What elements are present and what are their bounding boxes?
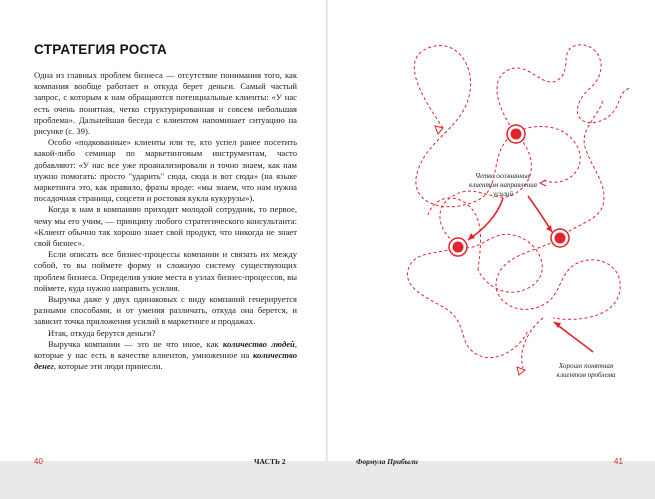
page-number: 41 xyxy=(614,457,623,466)
solid-arrow xyxy=(468,198,503,240)
page-number: 40 xyxy=(34,457,43,466)
paragraph: Если описать все бизнес-процессы компании и связать их между собой, то вы поймете форму и сложную систему существующих проблем бизнеса. Определив узкие места в узлах бизнес-процессов, вы поймете, куда нужно направить усилия. xyxy=(34,249,297,293)
target-node xyxy=(551,229,569,247)
label-line: Четко осознанные xyxy=(475,172,531,180)
target-node xyxy=(507,125,525,143)
label-line: клиентом проблема xyxy=(556,371,616,379)
text-segment: Выручка компании — это не что иное, как xyxy=(48,338,223,349)
page-footer xyxy=(328,461,655,499)
arrowhead-icon xyxy=(540,180,546,186)
left-page xyxy=(0,0,327,499)
target-node xyxy=(449,238,467,256)
paragraph: Особо «подкованные» клиенты или те, кто успел ранее посетить какой-либо семинар по маркетинговым инструментам, часто добавляют: «У нас все уже проанализировали и точно знаем, как нам нужно помогать: просто "ударить" сюда, сюда и вот сюда» (на языке маркетинга это, как правило, фразы вроде: «мы знаем, что нам нужна посадочная страница, соцсети и ростовая кукла кукурузы»). xyxy=(34,137,297,204)
right-page xyxy=(328,0,655,499)
paragraph: Одна из главных проблем бизнеса — отсутствие понимания того, как компания вообще работает и откуда берет деньги. Самый частый запрос, с которым к нам обращаются потенциальные клиенты: «У нас есть очень понятная, четко структурированная и совсем небольшая проблема». Дальнейшая беседа с клиентом напоминает ситуацию на рисунке (с. 39). xyxy=(34,70,297,137)
solid-arrow xyxy=(554,322,593,352)
running-head: ЧАСТЬ 2 xyxy=(254,457,286,466)
revenue-paragraph xyxy=(34,339,297,373)
page-footer xyxy=(0,461,327,499)
dashed-path xyxy=(407,45,630,368)
body-text xyxy=(34,70,297,372)
paragraph: Итак, откуда берутся деньги? xyxy=(48,327,156,338)
paragraph: Выручка даже у двух одинаковых с виду компаний генерируется разными способами, и от умения различать, откуда она берется, и зависит точка приложения усилий в маркетинге и продажах. xyxy=(34,294,297,327)
arrowhead-icon xyxy=(435,126,443,134)
label-line: усилий xyxy=(493,190,513,198)
label-line: Хорошо понятная xyxy=(558,362,614,370)
paragraph: Когда к нам в компанию приходит молодой сотрудник, то первое, чему мы его учим, — принципу любого стратегического консультанта: «Клиент обычно так хорошо знает свой продукт, что никогда не знает свой бизнес». xyxy=(34,204,297,249)
text-segment: , которые у нас есть в качестве клиентов, умноженное на xyxy=(34,338,297,361)
running-head: Формула Прибыли xyxy=(356,457,418,466)
emphasis-money: количество денег xyxy=(34,350,297,372)
label-line: клиентом направления xyxy=(468,181,538,189)
section-heading: СТРАТЕГИЯ РОСТА xyxy=(34,42,168,57)
illustration xyxy=(328,0,655,460)
text-segment: , которые эти люди принесли. xyxy=(53,361,163,372)
emphasis-people: количество людей xyxy=(222,338,295,349)
solid-arrow xyxy=(528,196,552,232)
arrowhead-icon xyxy=(517,367,525,375)
